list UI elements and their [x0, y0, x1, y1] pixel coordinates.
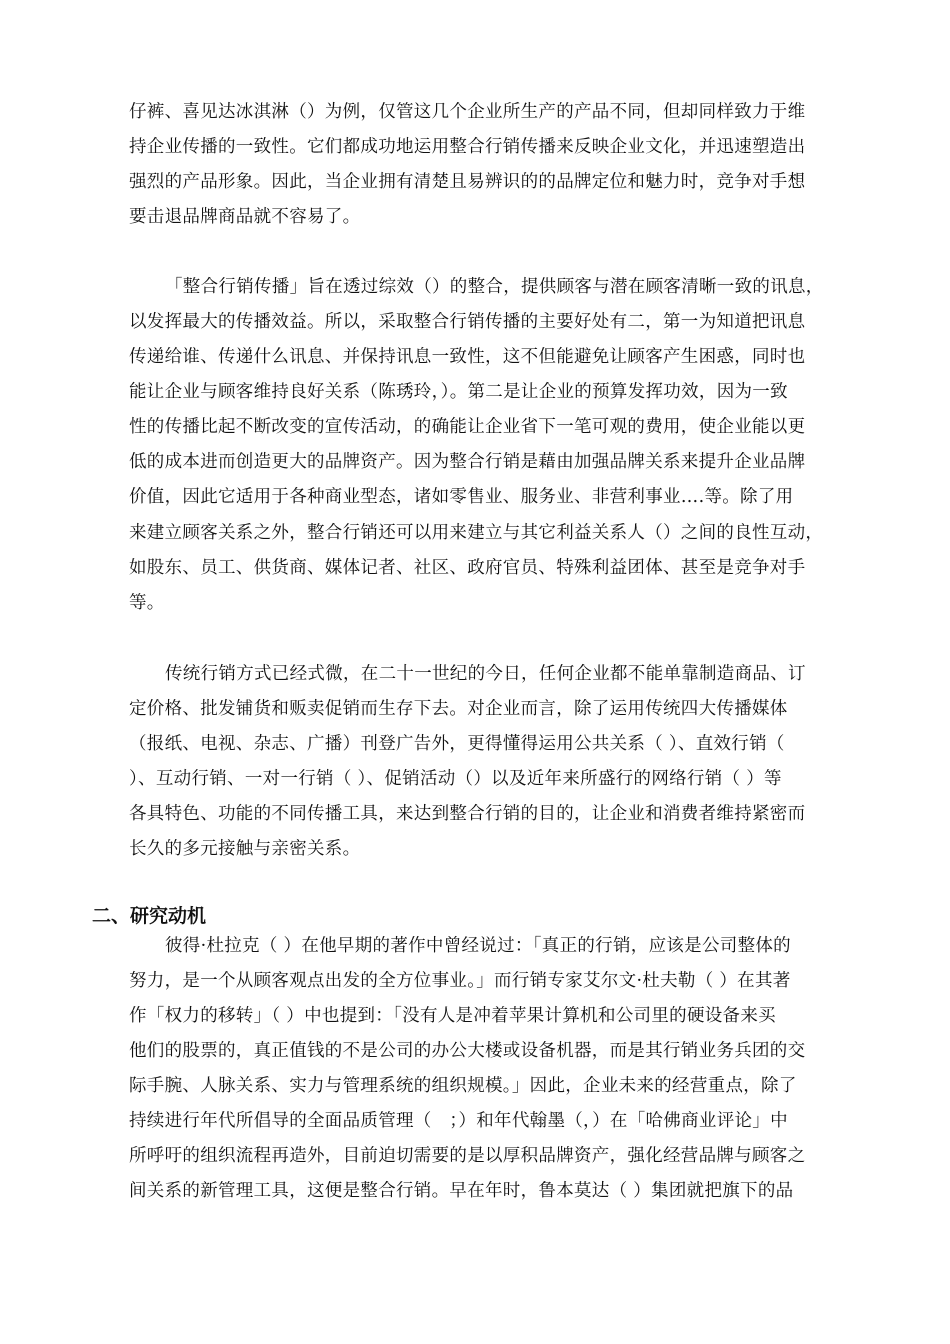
- section-line-5: 际手腕、人脉关系、实力与管理系统的组织规模。」因此，企业未来的经营重点，除了: [129, 1076, 797, 1096]
- paragraph-1-line-1: 仔裤、喜见达冰淇淋（）为例，仅管这几个企业所生产的产品不同，但却同样致力于维: [129, 102, 806, 122]
- paragraph-3-line-5: 各具特色、功能的不同传播工具，来达到整合行销的目的，让企业和消费者维持紧密而: [129, 804, 806, 824]
- paragraph-2-line-2: 以发挥最大的传播效益。所以，采取整合行销传播的主要好处有二，第一为知道把讯息: [129, 312, 806, 332]
- paragraph-2-line-4: 能让企业与顾客维持良好关系（陈琇玲，）。第二是让企业的预算发挥功效，因为一致: [129, 382, 788, 402]
- paragraph-2-line-7: 价值，因此它适用于各种商业型态，诸如零售业、服务业、非营利事业….等。除了用: [129, 487, 794, 507]
- paragraph-3-line-4: ）、互动行销、一对一行销（ ）、促销活动（）以及近年来所盛行的网络行销（ ）等: [129, 769, 782, 789]
- paragraph-3-line-1: 传统行销方式已经式微，在二十一世纪的今日，任何企业都不能单靠制造商品、订: [165, 664, 806, 684]
- paragraph-2-line-9: 如股东、员工、供货商、媒体记者、社区、政府官员、特殊利益团体、甚至是竞争对手: [129, 558, 806, 578]
- paragraph-3-line-2: 定价格、批发铺货和贩卖促销而生存下去。对企业而言，除了运用传统四大传播媒体: [129, 699, 788, 719]
- paragraph-1-line-2: 持企业传播的一致性。它们都成功地运用整合行销传播来反映企业文化，并迅速塑造出: [129, 137, 806, 157]
- paragraph-3-line-3: （报纸、电视、杂志、广播）刊登广告外，更得懂得运用公共关系（ ）、直效行销（: [129, 734, 785, 754]
- section-line-2: 努力，是一个从顾客观点出发的全方位事业。」而行销专家艾尔文·杜夫勒（ ）在其著: [129, 971, 791, 991]
- section-line-4: 他们的股票的，真正值钱的不是公司的办公大楼或设备机器，而是其行销业务兵团的交: [129, 1041, 806, 1061]
- section-line-7: 所呼吁的组织流程再造外，目前迫切需要的是以厚积品牌资产，强化经营品牌与顾客之: [129, 1146, 806, 1166]
- section-heading: 二、研究动机: [92, 905, 207, 927]
- paragraph-1-line-3: 强烈的产品形象。因此，当企业拥有清楚且易辨识的的品牌定位和魅力时，竞争对手想: [129, 172, 806, 192]
- section-line-8: 间关系的新管理工具，这便是整合行销。早在年时，鲁本莫达（ ）集团就把旗下的品: [129, 1181, 794, 1201]
- paragraph-2-line-5: 性的传播比起不断改变的宣传活动，的确能让企业省下一笔可观的费用，使企业能以更: [129, 417, 806, 437]
- section-line-1: 彼得·杜拉克（ ）在他早期的著作中曾经说过：「真正的行销，应该是公司整体的: [165, 936, 791, 956]
- paragraph-2-line-10: 等。: [129, 593, 165, 613]
- paragraph-2-line-3: 传递给谁、传递什么讯息、并保持讯息一致性，这不但能避免让顾客产生困惑，同时也: [129, 347, 806, 367]
- paragraph-3-line-6: 长久的多元接触与亲密关系。: [129, 839, 361, 859]
- paragraph-2-line-1: 「整合行销传播」旨在透过综效（）的整合，提供顾客与潜在顾客清晰一致的讯息，: [165, 277, 824, 297]
- section-line-3: 作「权力的移转」（ ）中也提到：「没有人是冲着苹果计算机和公司里的硬设备来买: [129, 1006, 776, 1026]
- paragraph-2-line-6: 低的成本进而创造更大的品牌资产。因为整合行销是藉由加强品牌关系来提升企业品牌: [129, 452, 806, 472]
- paragraph-2-line-8: 来建立顾客关系之外，整合行销还可以用来建立与其它利益关系人（）之间的良性互动，: [129, 523, 824, 543]
- paragraph-1-line-4: 要击退品牌商品就不容易了。: [129, 207, 361, 227]
- section-line-6: 持续进行年代所倡导的全面品质管理（ ；）和年代翰墨（，）在「哈佛商业评论」中: [129, 1111, 788, 1131]
